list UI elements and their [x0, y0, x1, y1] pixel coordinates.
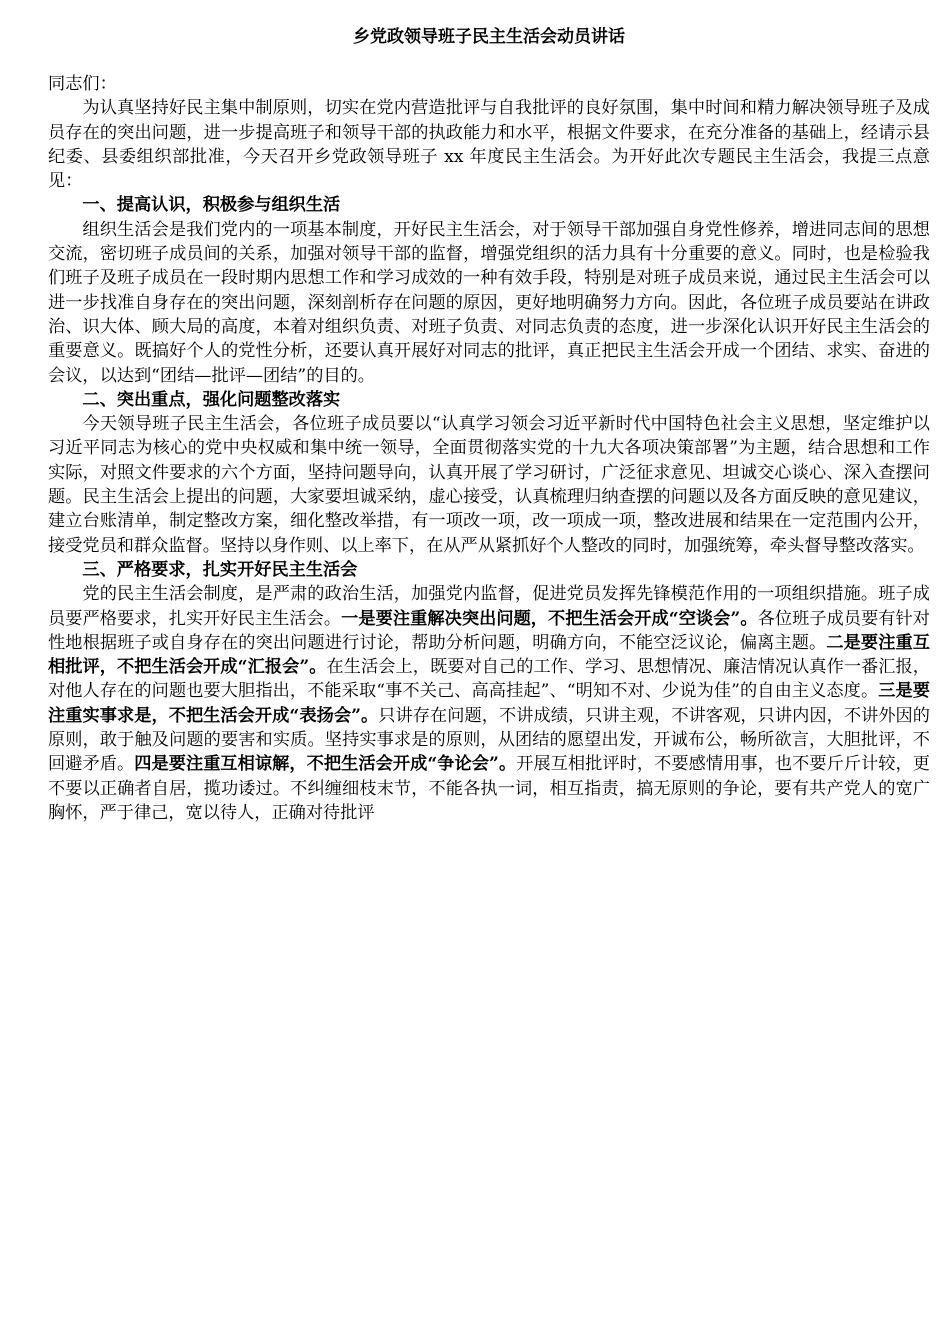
paragraph-text: 只讲存在问题，不讲成绩，只讲主观，不讲客观，只讲内因，不讲外因的原则，敢于触及问题的要害和实质。坚持实事求是的原则，从团结的愿望出发，开诚布公，畅所欲言，大胆批评，不回避矛盾。	[48, 705, 930, 775]
intro-paragraph: 为认真坚持好民主集中制原则，切实在党内营造批评与自我批评的良好氛围，集中时间和精力解决领导班子及成员存在的突出问题，进一步提高班子和领导干部的执政能力和水平，根据文件要求，在充分准备的基础上，经请示县纪委、县委组织部批准，今天召开乡党政领导班子 xx 年度民主生活会。为开好此次专题民主生活会，我提三点意见：	[48, 98, 930, 192]
paragraph-text: 开展互相批评时，不要感情用事，也不要斤斤计较，更不要以正确者自居，揽功诿过。不纠缠细枝末节，不能各执一词，相互指责，搞无原则的争论，要有共产党人的宽广胸怀，严于律己，宽以待人，正确对待批评	[48, 754, 930, 823]
section-paragraph-1: 组织生活会是我们党内的一项基本制度，开好民主生活会，对于领导干部加强自身党性修养，增进同志间的思想交流，密切班子成员间的关系，加强对领导干部的监督，增强党组织的活力具有十分重要的意义。同时，也是检验我们班子及班子成员在一段时期内思想工作和学习成效的一种有效手段，特别是对班子成员来说，通过民主生活会可以进一步找准自身存在的突出问题，深刻剖析存在问题的原因，更好地明确努力方向。因此，各位班子成员要站在讲政治、识大体、顾大局的高度，本着对组织负责、对班子负责、对同志负责的态度，进一步深化认识开好民主生活会的重要意义。既搞好个人的党性分析，还要认真开展好对同志的批评，真正把民主生活会开成一个团结、求实、奋进的会议，以达到“团结—批评—团结”的目的。	[48, 219, 930, 386]
section-heading-1: 一、提高认识，积极参与组织生活	[82, 195, 341, 216]
section-paragraph-2: 今天领导班子民主生活会，各位班子成员要以“认真学习领会习近平新时代中国特色社会主义思想，坚定维护以习近平同志为核心的党中央权威和集中统一领导，全面贯彻落实党的十九大各项决策部署”为主题，结合思想和工作实际，对照文件要求的六个方面，坚持问题导向，认真开展了学习研讨，广泛征求意见、坦诚交心谈心、深入查摆问题。民主生活会上提出的问题，大家要坦诚采纳，虚心接受，认真梳理归纳查摆的问题以及各方面反映的意见建议，建立台账清单，制定整改方案，细化整改举措，有一项改一项，改一项成一项，整改进展和结果在一定范围内公开，接受党员和群众监督。坚持以身作则、以上率下，在从严从紧抓好个人整改的同时，加强统筹，牵头督导整改落实。	[48, 414, 930, 556]
emphasis-point-1: 一是要注重解决突出问题，不把生活会开成“空谈会”。	[341, 608, 758, 629]
section-heading-2: 二、突出重点，强化问题整改落实	[82, 389, 341, 410]
paragraph-text: 在生活会上，既要对自己的工作、学习、思想情况、廉洁情况认真作一番汇报，对他人存在的问题也要大胆指出，不能采取“事不关己、高高挂起”、“明知不对、少说为佳”的自由主义态度。	[48, 657, 930, 702]
paragraph-text: 各位班子成员要有针对性地根据班子或自身存在的突出问题进行讨论，帮助分析问题，明确方向，不能空泛议论，偏离主题。	[48, 608, 930, 653]
document-body	[48, 72, 930, 825]
paragraph-text: 党的民主生活会制度，是严肃的政治生活，加强党内监督，促进党员发挥先锋模范作用的一项组织措施。班子成员要严格要求，扎实开好民主生活会。	[48, 584, 930, 629]
document-title: 乡党政领导班子民主生活会动员讲话	[353, 27, 625, 47]
section-heading-3: 三、严格要求，扎实开好民主生活会	[82, 559, 358, 580]
emphasis-point-2: 二是要注重互相批评，不把生活会开成“汇报会”。	[48, 632, 930, 678]
emphasis-point-3: 三是要注重实事求是，不把生活会开成“表扬会”。	[48, 681, 930, 726]
section-paragraph-3	[48, 582, 930, 825]
salutation: 同志们：	[48, 74, 117, 94]
emphasis-point-4: 四是要注重互相谅解，不把生活会开成“争论会”。	[134, 754, 517, 775]
